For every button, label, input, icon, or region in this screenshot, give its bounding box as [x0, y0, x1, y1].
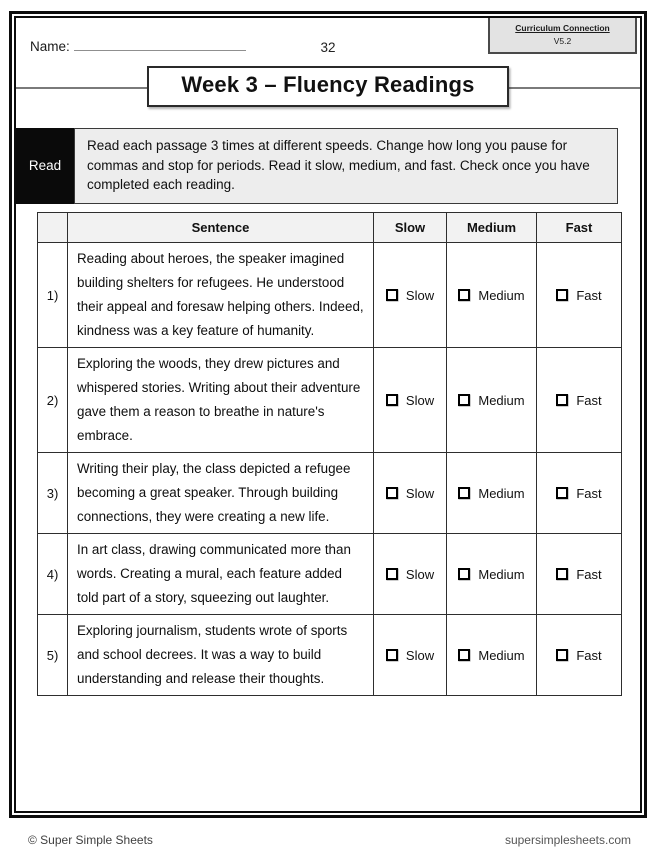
slow-cell — [374, 348, 447, 453]
page-number: 32 — [320, 40, 336, 55]
row-number: 5) — [38, 615, 68, 696]
row-number: 2) — [38, 348, 68, 453]
fast-checkbox-label: Fast — [576, 566, 602, 582]
slow-checkbox-icon[interactable] — [386, 394, 398, 406]
slow-cell — [374, 615, 447, 696]
worksheet-page — [9, 11, 647, 818]
medium-checkbox-label: Medium — [478, 287, 525, 303]
page-title: Week 3 – Fluency Readings — [147, 66, 508, 107]
slow-cell — [374, 534, 447, 615]
medium-cell — [447, 348, 537, 453]
fast-checkbox-icon[interactable] — [556, 487, 568, 499]
header-sentence: Sentence — [68, 213, 374, 243]
row-sentence: Writing their play, the class depicted a refugee becoming a great speaker. Through building connections, they were creating a new life. — [68, 453, 374, 534]
fluency-table-wrap — [37, 212, 622, 696]
medium-checkbox-icon[interactable] — [458, 394, 470, 406]
medium-checkbox-label: Medium — [478, 485, 525, 501]
title-banner — [16, 66, 640, 108]
fast-checkbox-icon[interactable] — [556, 649, 568, 661]
instructions-section — [16, 128, 618, 204]
copyright-text: © Super Simple Sheets — [28, 833, 153, 847]
table-row — [38, 348, 622, 453]
fast-checkbox-label: Fast — [576, 485, 602, 501]
slow-checkbox-icon[interactable] — [386, 487, 398, 499]
medium-cell — [447, 615, 537, 696]
medium-checkbox-icon[interactable] — [458, 649, 470, 661]
slow-checkbox-icon[interactable] — [386, 649, 398, 661]
medium-cell — [447, 243, 537, 348]
name-label: Name: — [30, 39, 70, 54]
medium-checkbox-icon[interactable] — [458, 289, 470, 301]
header-fast: Fast — [537, 213, 622, 243]
curriculum-badge — [488, 18, 637, 54]
slow-checkbox-label: Slow — [405, 566, 435, 582]
table-header-row — [38, 213, 622, 243]
fast-checkbox-icon[interactable] — [556, 394, 568, 406]
medium-cell — [447, 453, 537, 534]
medium-checkbox-label: Medium — [478, 566, 525, 582]
table-row — [38, 453, 622, 534]
row-sentence: In art class, drawing communicated more than words. Creating a mural, each feature added told part of a story, squeezing out laughter. — [68, 534, 374, 615]
fast-cell — [537, 453, 622, 534]
medium-checkbox-label: Medium — [478, 392, 525, 408]
slow-checkbox-label: Slow — [405, 485, 435, 501]
curriculum-badge-title: Curriculum Connection — [515, 23, 610, 33]
slow-checkbox-label: Slow — [405, 392, 435, 408]
fast-checkbox-label: Fast — [576, 647, 602, 663]
website-link: supersimplesheets.com — [504, 833, 631, 847]
medium-cell — [447, 534, 537, 615]
header-slow: Slow — [374, 213, 447, 243]
row-sentence: Exploring the woods, they drew pictures and whispered stories. Writing about their adventure gave them a reason to breathe in nature's embrace. — [68, 348, 374, 453]
fast-checkbox-label: Fast — [576, 392, 602, 408]
table-row — [38, 534, 622, 615]
slow-checkbox-icon[interactable] — [386, 568, 398, 580]
row-number: 1) — [38, 243, 68, 348]
instructions-tag: Read — [16, 128, 74, 204]
slow-checkbox-label: Slow — [405, 287, 435, 303]
table-row — [38, 243, 622, 348]
medium-checkbox-icon[interactable] — [458, 487, 470, 499]
instructions-text: Read each passage 3 times at different speeds. Change how long you pause for commas and stop for periods. Read it slow, medium, and fast. Check once you have completed each reading. — [74, 128, 618, 204]
slow-cell — [374, 453, 447, 534]
worksheet-inner-frame — [14, 16, 642, 813]
row-number: 4) — [38, 534, 68, 615]
slow-checkbox-label: Slow — [405, 647, 435, 663]
slow-checkbox-icon[interactable] — [386, 289, 398, 301]
header-number — [38, 213, 68, 243]
fluency-table — [37, 212, 622, 696]
medium-checkbox-label: Medium — [478, 647, 525, 663]
fast-checkbox-label: Fast — [576, 287, 602, 303]
table-row — [38, 615, 622, 696]
slow-cell — [374, 243, 447, 348]
fast-cell — [537, 615, 622, 696]
row-sentence: Exploring journalism, students wrote of sports and school decrees. It was a way to build understanding and release their thoughts. — [68, 615, 374, 696]
curriculum-badge-version: V5.2 — [553, 35, 572, 46]
row-number: 3) — [38, 453, 68, 534]
row-sentence: Reading about heroes, the speaker imagined building shelters for refugees. He understood their appeal and foresaw helping others. Indeed, kindness was a key feature of humanity. — [68, 243, 374, 348]
medium-checkbox-icon[interactable] — [458, 568, 470, 580]
fast-cell — [537, 534, 622, 615]
fast-cell — [537, 243, 622, 348]
fast-checkbox-icon[interactable] — [556, 289, 568, 301]
header-medium: Medium — [447, 213, 537, 243]
fast-cell — [537, 348, 622, 453]
fast-checkbox-icon[interactable] — [556, 568, 568, 580]
